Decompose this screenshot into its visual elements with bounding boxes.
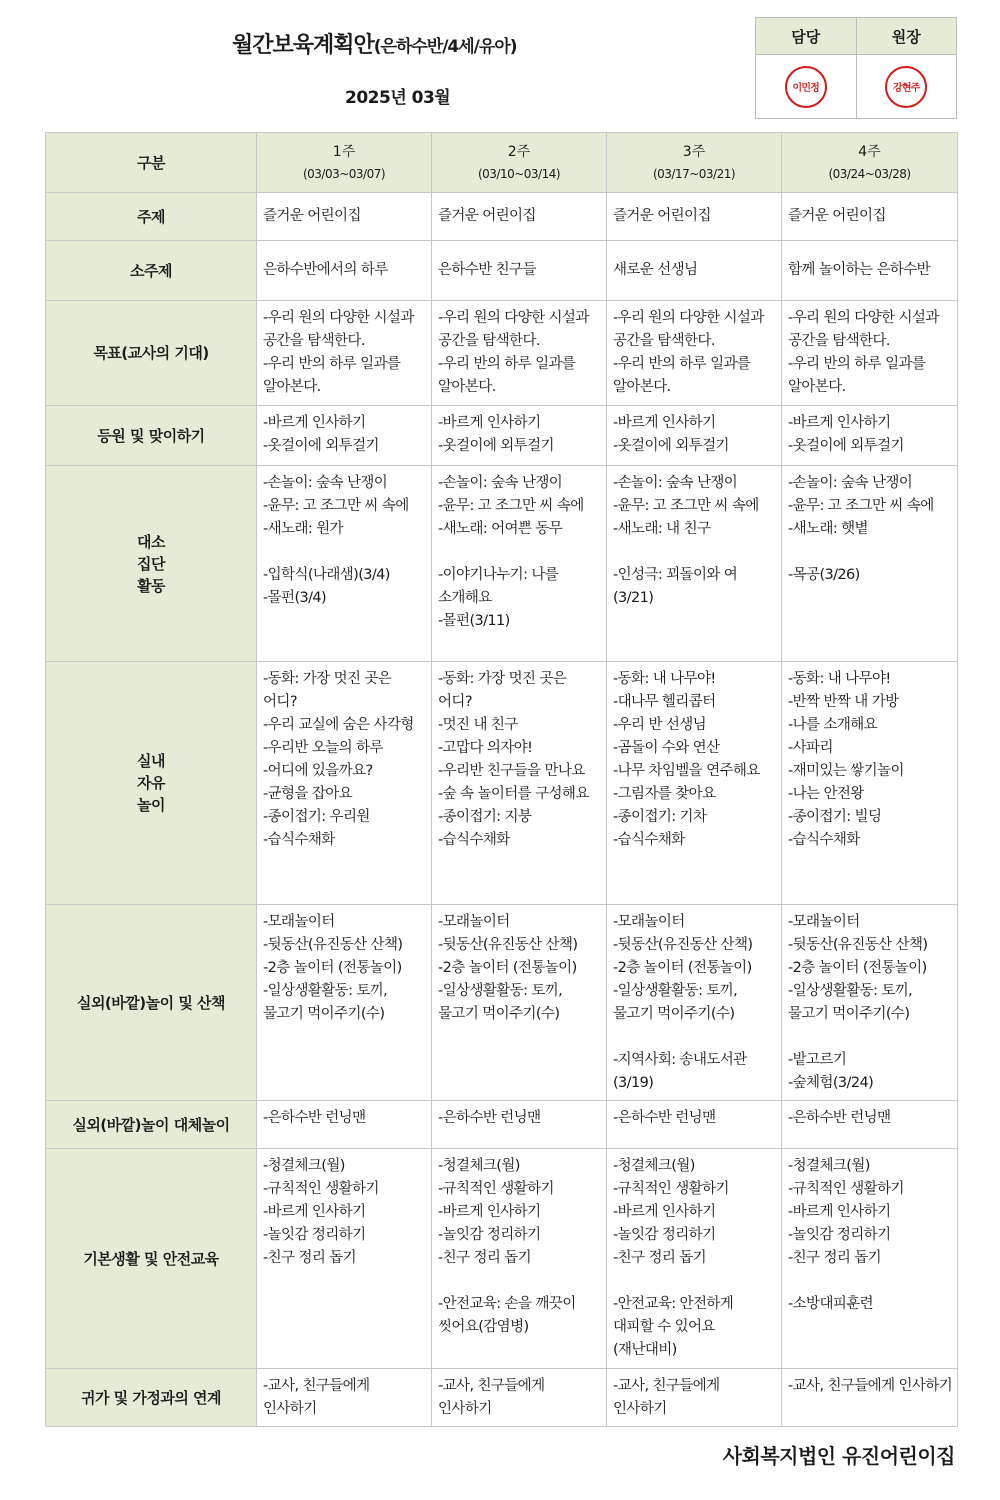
- row-label: 실외(바깥)놀이 및 산책: [46, 905, 257, 1101]
- table-row-indoor-play: [46, 662, 958, 905]
- table-cell: 새로운 선생님: [607, 241, 782, 301]
- table-cell: -우리 원의 다양한 시설과 공간을 탐색한다. -우리 반의 하루 일과를 알아본다.: [607, 301, 782, 406]
- row-label: 실내 자유 놀이: [46, 662, 257, 905]
- table-row-arrival: [46, 406, 958, 466]
- title-main: 월간보육계획안: [232, 33, 374, 58]
- table-cell: -모래놀이터 -뒷동산(유진동산 산책) -2층 놀이터 (전통놀이) -일상생활활동: 토끼, 물고기 먹이주기(수) -밭고르기 -숲체험(3/24): [782, 905, 958, 1101]
- row-label: 기본생활 및 안전교육: [46, 1149, 257, 1369]
- monthly-plan-table: [45, 132, 958, 1427]
- table-cell: 은하수반에서의 하루: [257, 241, 432, 301]
- table-cell: -은하수반 런닝맨: [257, 1101, 432, 1149]
- table-cell: 즐거운 어린이집: [432, 193, 607, 241]
- table-cell: 은하수반 친구들: [432, 241, 607, 301]
- week-header: [257, 133, 432, 193]
- table-row-home-link: [46, 1369, 958, 1427]
- table-cell: -바르게 인사하기 -옷걸이에 외투걸기: [432, 406, 607, 466]
- week-header: [432, 133, 607, 193]
- table-cell: -우리 원의 다양한 시설과 공간을 탐색한다. -우리 반의 하루 일과를 알아본다.: [782, 301, 958, 406]
- director-stamp: 강현주: [885, 66, 927, 108]
- table-cell: -청결체크(월) -규칙적인 생활하기 -바르게 인사하기 -놀잇감 정리하기 -친구 정리 돕기 -안전교육: 안전하게 대피할 수 있어요(재난대비): [607, 1149, 782, 1369]
- title-sub: (은하수반/4세/유아): [373, 37, 517, 57]
- table-cell: 즐거운 어린이집: [782, 193, 958, 241]
- row-label: 소주제: [46, 241, 257, 301]
- table-row-safety: [46, 1149, 958, 1369]
- row-label: 등원 및 맞이하기: [46, 406, 257, 466]
- table-cell: -동화: 내 나무야! -대나무 헬리콥터 -우리 반 선생님 -곰돌이 수와 연산 -나무 차임벨을 연주해요 -그림자를 찾아요 -종이접기: 기차 -습식수채화: [607, 662, 782, 905]
- approval-header-director: 원장: [856, 18, 957, 54]
- row-label: 대소 집단 활동: [46, 466, 257, 662]
- table-cell: -청결체크(월) -규칙적인 생활하기 -바르게 인사하기 -놀잇감 정리하기 -친구 정리 돕기 -안전교육: 손을 깨끗이 씻어요(감염병): [432, 1149, 607, 1369]
- table-row-outdoor-alternative: [46, 1101, 958, 1149]
- table-cell: -교사, 친구들에게 인사하기: [782, 1369, 958, 1427]
- week-header-row: [46, 133, 958, 193]
- week-range: (03/03~03/07): [302, 166, 386, 181]
- row-label: 주제: [46, 193, 257, 241]
- table-cell: -청결체크(월) -규칙적인 생활하기 -바르게 인사하기 -놀잇감 정리하기 -친구 정리 돕기: [257, 1149, 432, 1369]
- week-range: (03/17~03/21): [652, 166, 736, 181]
- corner-label: 구분: [46, 133, 257, 193]
- table-cell: -동화: 내 나무야! -반짝 반짝 내 가방 -나를 소개해요 -사파리 -재미있는 쌓기놀이 -나는 안전왕 -종이접기: 빌딩 -습식수채화: [782, 662, 958, 905]
- table-cell: -청결체크(월) -규칙적인 생활하기 -바르게 인사하기 -놀잇감 정리하기 -친구 정리 돕기 -소방대피훈련: [782, 1149, 958, 1369]
- table-cell: -은하수반 런닝맨: [432, 1101, 607, 1149]
- page-title: [232, 28, 517, 59]
- table-cell: -모래놀이터 -뒷동산(유진동산 산책) -2층 놀이터 (전통놀이) -일상생활활동: 토끼, 물고기 먹이주기(수): [432, 905, 607, 1101]
- table-cell: -우리 원의 다양한 시설과 공간을 탐색한다. -우리 반의 하루 일과를 알아본다.: [257, 301, 432, 406]
- table-cell: -손놀이: 숲속 난쟁이 -윤무: 고 조그만 씨 속에 -새노래: 햇볕 -목공(3/26): [782, 466, 958, 662]
- approval-header-teacher: 담당: [791, 27, 821, 46]
- week-label: 3주: [682, 143, 706, 160]
- table-cell: -모래놀이터 -뒷동산(유진동산 산책) -2층 놀이터 (전통놀이) -일상생활활동: 토끼, 물고기 먹이주기(수) -지역사회: 송내도서관(3/19): [607, 905, 782, 1101]
- table-cell: 함께 놀이하는 은하수반: [782, 241, 958, 301]
- table-cell: -동화: 가장 멋진 곳은 어디? -멋진 내 친구 -고맙다 의자야! -우리반 친구들을 만나요 -숲 속 놀이터를 구성해요 -종이접기: 지붕 -습식수채화: [432, 662, 607, 905]
- table-cell: -동화: 가장 멋진 곳은 어디? -우리 교실에 숨은 사각형 -우리반 오늘의 하루 -어디에 있을까요? -균형을 잡아요 -종이접기: 우리원 -습식수채화: [257, 662, 432, 905]
- table-cell: -바르게 인사하기 -옷걸이에 외투걸기: [782, 406, 958, 466]
- table-cell: -손놀이: 숲속 난쟁이 -윤무: 고 조그만 씨 속에 -새노래: 내 친구 -인성극: 꾀돌이와 여(3/21): [607, 466, 782, 662]
- row-label: 귀가 및 가정과의 연계: [46, 1369, 257, 1427]
- table-cell: -은하수반 런닝맨: [607, 1101, 782, 1149]
- table-cell: -손놀이: 숲속 난쟁이 -윤무: 고 조그만 씨 속에 -새노래: 원가 -입학식(나래샘)(3/4) -몰펀(3/4): [257, 466, 432, 662]
- week-range: (03/10~03/14): [477, 166, 561, 181]
- organization-name: 사회복지법인 유진어린이집: [722, 1444, 955, 1468]
- table-cell: 즐거운 어린이집: [607, 193, 782, 241]
- table-cell: -모래놀이터 -뒷동산(유진동산 산책) -2층 놀이터 (전통놀이) -일상생활활동: 토끼, 물고기 먹이주기(수): [257, 905, 432, 1101]
- week-label: 2주: [507, 143, 531, 160]
- table-cell: -바르게 인사하기 -옷걸이에 외투걸기: [257, 406, 432, 466]
- table-row-theme: [46, 193, 958, 241]
- table-row-group-activities: [46, 466, 958, 662]
- week-header: [782, 133, 958, 193]
- table-cell: 즐거운 어린이집: [257, 193, 432, 241]
- table-row-outdoor-play: [46, 905, 958, 1101]
- table-cell: -바르게 인사하기 -옷걸이에 외투걸기: [607, 406, 782, 466]
- table-cell: -교사, 친구들에게 인사하기: [432, 1369, 607, 1427]
- table-cell: -손놀이: 숲속 난쟁이 -윤무: 고 조그만 씨 속에 -새노래: 어여쁜 동무 -이야기나누기: 나를 소개해요 -몰펀(3/11): [432, 466, 607, 662]
- week-range: (03/24~03/28): [828, 166, 911, 181]
- week-label: 1주: [332, 143, 356, 160]
- week-label: 4주: [858, 143, 881, 160]
- plan-date: 2025년 03월: [345, 88, 451, 108]
- table-cell: -교사, 친구들에게 인사하기: [257, 1369, 432, 1427]
- table-cell: -우리 원의 다양한 시설과 공간을 탐색한다. -우리 반의 하루 일과를 알아본다.: [432, 301, 607, 406]
- row-label: 실외(바깥)놀이 대체놀이: [46, 1101, 257, 1149]
- row-label: 목표(교사의 기대): [46, 301, 257, 406]
- teacher-stamp: 이민정: [785, 66, 827, 108]
- approval-box: [755, 17, 957, 119]
- table-row-goals: [46, 301, 958, 406]
- table-cell: -은하수반 런닝맨: [782, 1101, 958, 1149]
- week-header: [607, 133, 782, 193]
- table-cell: -교사, 친구들에게 인사하기: [607, 1369, 782, 1427]
- table-row-subtheme: [46, 241, 958, 301]
